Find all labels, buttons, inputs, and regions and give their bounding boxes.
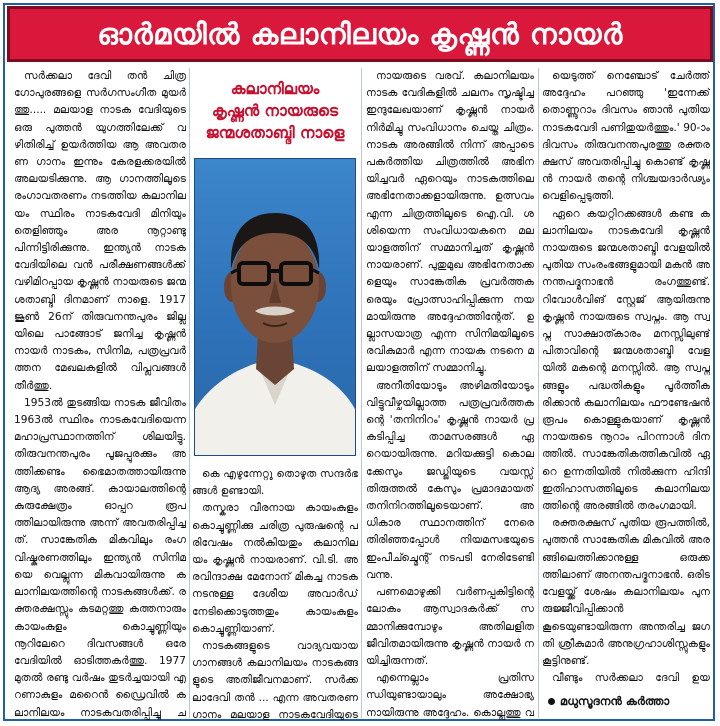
column-divider: [361, 68, 362, 718]
column-divider: [189, 68, 190, 718]
paragraph: നാടകങ്ങളുടെ വാദ്യവയായ ഗാനങ്ങൾ കലാനിലയം നാടകങ്ങളുടെ അതിജീവനമാണ്. സർക്കലാദേവി തൻ ... എന്ന അവതരണഗാനം മലയാള നാടകവേദിയുടെ: [192, 640, 358, 720]
article-column-3: [366, 68, 534, 720]
paragraph: വീണ്ടും സർക്കലാ ദേവി ഉയ: [552, 672, 710, 684]
article-column-4: [542, 68, 710, 684]
author-byline: [548, 690, 710, 712]
paragraph: തസ്കരാ വീരനായ കായംകുളം കൊച്ചുണ്ണിക്കു ചരിത്ര പുരുഷന്റെ പരിവേഷം നൽകിയതും കലാനിലയം കൃഷ്ണൻ നായരാണ്. വി.ടി. അരവിന്ദാക്ഷ മേനോന് മികച്ച നാടക നടനുള്ള ദേശീയ അവാർഡ് നേടിക്കൊടുത്തതും കായംകുളം കൊച്ചുണ്ണിയാണ്.: [192, 502, 358, 635]
sub-headline: [194, 68, 356, 154]
paragraph: നായരുടെ വരവ്. കലാനിലയം നാടക വേദികളിൽ ചലനം സൃഷ്ടിച്ച ഇന്ദുലേഖയാണ് കൃഷ്ണൻ നായർ നിർമിച്ചു സംവിധാനം ചെയ്ത ചിത്രം. നാടക അരങ്ങിൽ നിന്ന് അപ്പാടെ പകർത്തിയ ചിത്രത്തിൽ അഭിനയിച്ചവർ ഏറെയും നാടകത്തിലെ അഭിനേതാക്കളായിരുന്നു. ഉത്സവം എന്ന ചിത്രത്തിലൂടെ ഐ.വി. ശശിയെന്ന സംവിധായകനെ മലയാളത്തിന് സമ്മാനിച്ചത് കൃഷ്ണൻ നായരാണ്. പുതുമുഖ അഭിനേതാക്കളെയും സാങ്കേതിക പ്രവർത്തകരെയും പ്രോത്സാഹിപ്പിക്കുന്ന നയമായിരുന്നു അദ്ദേഹത്തിന്റേത്. ഉല്ലാസയാത്ര എന്ന സിനിമയിലൂടെ രവികുമാർ എന്ന നായക നടനെ മലയാളത്തിന് സമ്മാനിച്ചു.: [366, 70, 534, 375]
headline-line: കൃഷ്ണൻ നായരുടെ: [211, 102, 339, 120]
paragraph: യെടുത്ത് നെഞ്ചോട് ചേർത്ത് അദ്ദേഹം പറഞ്ഞു 'ഇന്നേക്ക് തൊണ്ണൂറാം ദിവസം ഞാൻ പുതിയ നാടകവേദി പണിതുയർത്തും.' 90-ാം ദിവസം തിരുവനന്തപുരത്തു രക്തരക്ഷസ് അവതരിപ്പിച്ചു കൊണ്ട് കൃഷ്ണൻ നായർ തന്റെ നിശ്ചയദാർഢ്യം വെളിപ്പെടുത്തി.: [542, 70, 710, 203]
paragraph: ഏറെ കയറ്റിറക്കങ്ങൾ കണ്ട കലാനിലയം നാടകവേദി കൃഷ്ണൻ നായരുടെ ജന്മശതാബ്ദി വേളയിൽ പുതിയ സംരംഭങ്ങളുമായി മകൻ അനന്തപദ്മനാഭൻ രംഗത്തുണ്ട്. റിവോൾവിങ് സ്റ്റേജ് ആയിരുന്നു കൃഷ്ണൻ നായരുടെ സ്വപ്നം. ആ സ്വപ്ന സാക്ഷാത്കാരം മനസ്സിലുണ്ട് പിതാവിന്റെ ജന്മശതാബ്ദി വേളയിൽ മകന്റെ മനസ്സിൽ. ആ സ്വപ്നങ്ങളും പദ്ധതികളും പൂർത്തീകരിക്കാൻ കലാനിലയം ഫൗണ്ടേഷൻ രൂപം കൊള്ളുകയാണ് കൃഷ്ണൻ നായരുടെ നൂറാം പിറന്നാൾ ദിനത്തിൽ. സാങ്കേതികത്തികവിൽ ഏറെ ഉന്നതിയിൽ നിൽക്കുന്ന ഹിന്ദി ഇതിഹാസത്തിലൂടെ കലാനിലയത്തിന്റെ അരങ്ങിൽ തരംഗമായി.: [542, 207, 710, 513]
bullet-icon: [548, 698, 555, 705]
headline-line: ജന്മശതാബ്ദി നാളെ: [205, 124, 345, 142]
paragraph: കെ എഴുന്നേറ്റു തൊഴുത സന്ദർഭങ്ങൾ ഉണ്ടായി.: [192, 468, 358, 498]
paragraph: 1953ൽ തുടങ്ങിയ നാടക ജീവിതം 1963ൽ സ്ഥിരം നാടകവേദിയെന്ന മഹാപ്രസ്ഥാനത്തിന് ശിലയിട്ടു. തിരുവനന്തപുരം പൂജപ്പുരക്കും അത്തിക്കണ്ടം ഭൈമാതത്തായിരുന്നു ആദ്യ അരങ്ങ്. കായാലത്തിന്റെ കുരുക്ഷേത്രം ഓപ്പറ രൂപത്തിലായിരുന്നു അന്ന് അവതരിപ്പിച്ചത്. സാങ്കേതിക മികവിലും രംഗ വിഷ്കരണത്തിലും ഇന്ത്യൻ സിനിമയെ വെല്ലുന്ന മികവായിരുന്നു കലാനിലയത്തിന്റെ നാടകങ്ങൾക്ക്. രക്തരക്ഷസ്സും കടമറ്റത്തു കത്തനാരും കായംകുളം കൊച്ചുണ്ണിയും നൂറിലേറെ ദിവസങ്ങൾ ഒരേ വേദിയിൽ ഓടിത്തകർത്തു. 1977 മുതൽ രണ്ടു വർഷം തുടർച്ചയായി എറണാകുളം മറൈൻ ഡ്രൈവിൽ കലാനിലയം നാടകവതരിപ്പിച്ചു ച: [14, 396, 186, 719]
headline-line: കലാനിലയം: [230, 80, 320, 98]
title-banner: [7, 6, 713, 62]
article-column-1: [14, 68, 186, 720]
paragraph: എന്നെല്ലാം പ്രതിസന്ധിയുണ്ടായാലും അക്ഷോഭ്യനായിരുന്നു അദ്ദേഹം. കൊല്ലത്തു വ: [366, 672, 534, 719]
article-column-2: [192, 466, 358, 720]
paragraph: രക്തരക്ഷസ് പുതിയ രൂപത്തിൽ, പുത്തൻ സാങ്കേതിക മികവിൽ അരങ്ങിലെത്തിക്കാനുള്ള ഒരുക്കത്തിലാണ് അനന്തപദ്മനാഭൻ. ഒരിടവേളയ്ക്ക് ശേഷം കലാനിലയം പുനരുജ്ജീവിപ്പിക്കാൻ കൂടെയുണ്ടായിരുന്ന അന്തരിച്ച ജഗതി ശ്രീകുമാർ അനുഗ്രഹാശിസ്സുകളും കൂട്ടിനുണ്ട്.: [542, 517, 710, 667]
page-title: ഓർമയിൽ കലാനിലയം കൃഷ്ണൻ നായർ: [97, 16, 623, 51]
paragraph: അനീതിയോടും അഴിമതിയോടും വിട്ടുവീഴ്ചയില്ലാത്ത പത്രപ്രവർത്തകന്റെ 'തനിനിറം' കൃഷ്ണൻ നായർ പ്രകടിപ്പിച്ച താമസരങ്ങൾ ഏറെയായിരുന്നു. മറിയക്കുട്ടി കൊലക്കേസും ജഡ്ജിയുടെ വയസ്സ് തിരുത്തൽ കേസും പ്രമാദമായത് തനിനിറത്തിലൂടെയാണ്. അധികാര സ്ഥാനത്തിന് നേരെ തിരിഞ്ഞപ്പോൾ നിയമസഭയുടെ ഇംപീച്ച്മെന്റ് നടപടി നേരിടേണ്ടി വന്നു.: [366, 379, 534, 581]
author-name: മധുസൂദനൻ കർത്താ: [560, 693, 670, 708]
column-divider: [538, 68, 539, 718]
portrait-illustration: [195, 159, 355, 455]
portrait-photo: [194, 158, 356, 456]
paragraph: പണമൊഴുക്കി വർണപ്പകിട്ടിന്റെ ലോകം ആസ്വാദകർക്ക് സമ്മാനിക്കുമ്പോഴും അതിലളിത ജീവിതമായിരുന്നു കൃഷ്ണൻ നായർ നയിച്ചിരുന്നത്.: [366, 586, 534, 667]
paragraph: സർക്കലാ ദേവി തൻ ചിത്ര ഗോപുരങ്ങളെ സർഗസംഗീത മുയർത്തു..... മലയാള നാടക വേദിയുടെ ഒരു പുത്തൻ യുഗത്തിലേക്ക് വഴിതിരിച്ച് ഉയർത്തിയ ആ അവതരണ ഗാനം ഇന്നും കേരളക്കരയിൽ അലയടിക്കുന്നു. ആ ഗാനത്തിലൂടെ രംഗാവതരണം നടത്തിയ കലാനിലയം സ്ഥിരം നാടകവേദി മിനിയും തെളിഞ്ഞും അര നൂറ്റാണ്ടു പിന്നിട്ടിരിക്കുന്നു. ഇന്ത്യൻ നാടക വേദിയിലെ വൻ പരീക്ഷണങ്ങൾക്ക് വഴിമിറപ്പായ കൃഷ്ണൻ നായരുടെ ജന്മശതാബ്ദി ദിനമാണ് നാളെ. 1917 ജൂൺ 26ന് തിരുവനന്തപുരം ജില്ലയിലെ പാങ്ങോട് ജനിച്ച കൃഷ്ണൻ നായർ നാടകം, സിനിമ, പത്രപ്രവർത്തന മേഖലകളിൽ വിപ്ലവങ്ങൾ തീർത്തു.: [14, 70, 186, 392]
